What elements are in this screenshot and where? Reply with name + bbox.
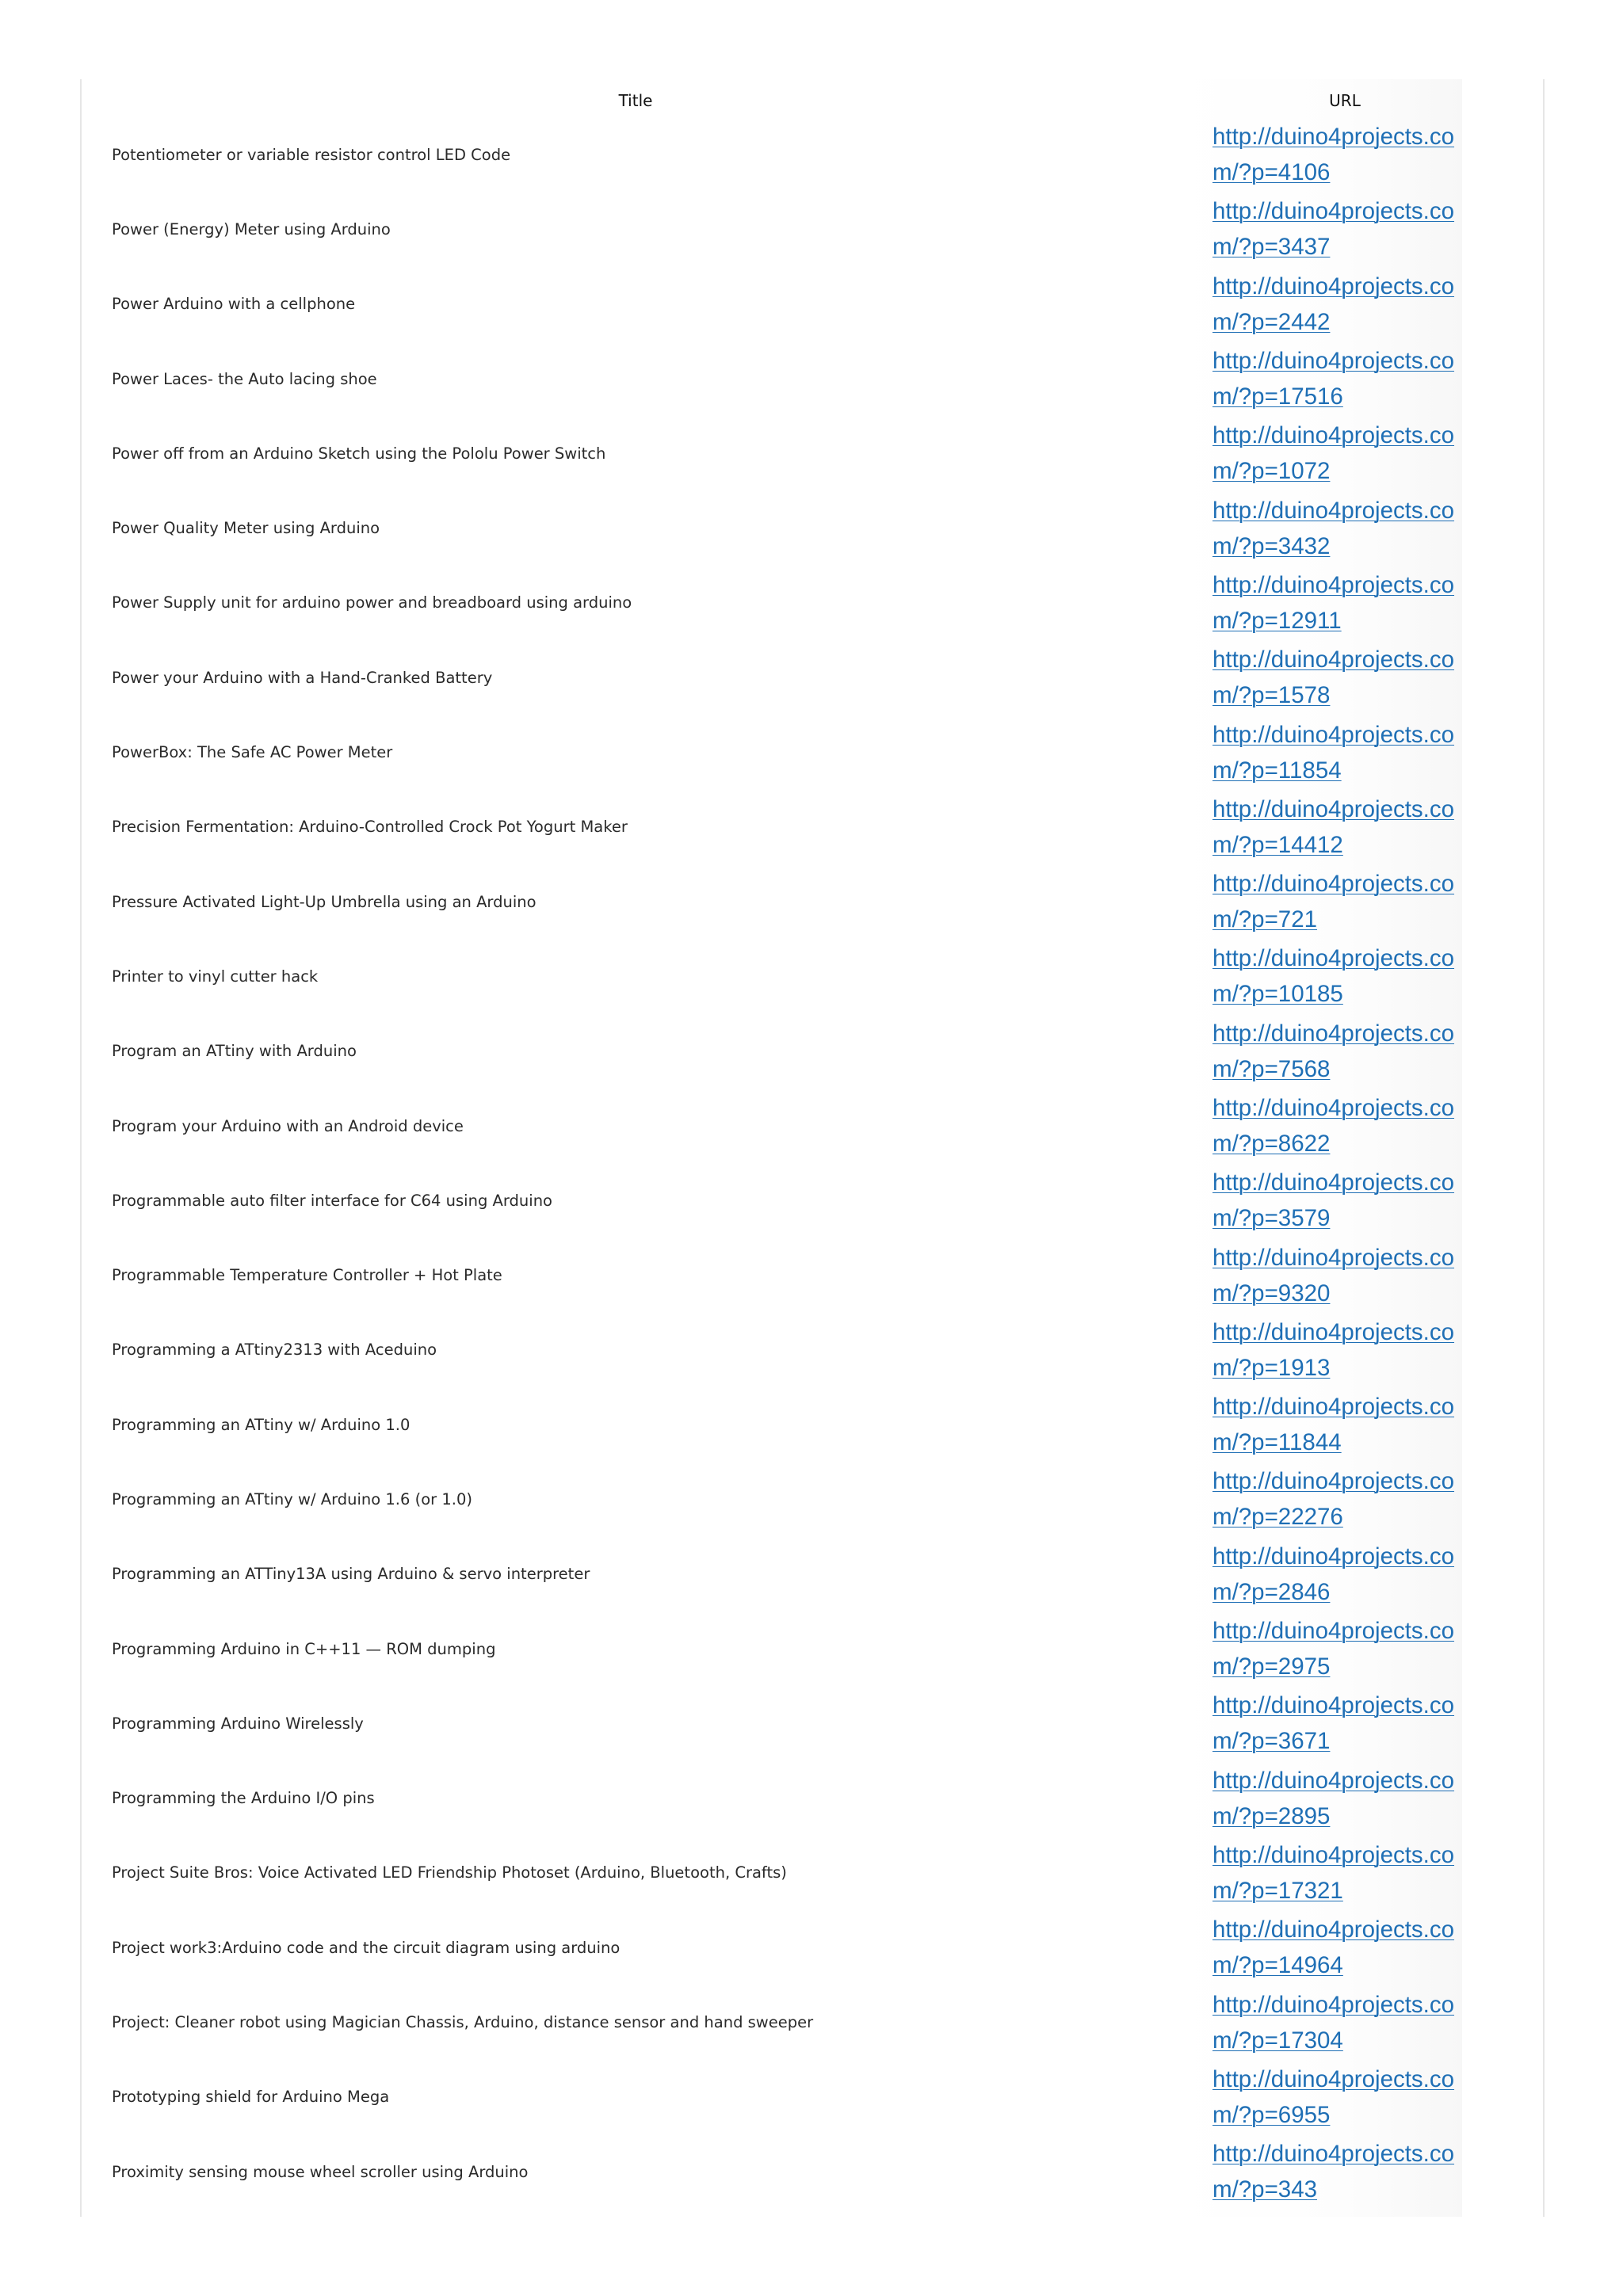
project-url-link[interactable]: http://duino4projects.com/?p=2895: [1212, 1767, 1455, 1829]
table-row: [82, 1089, 1545, 1163]
project-title: Power (Energy) Meter using Arduino: [112, 219, 391, 238]
table-row: [82, 790, 1545, 864]
project-url-cell: [1190, 1537, 1545, 1611]
project-title: Prototyping shield for Arduino Mega: [112, 2088, 390, 2107]
project-title: Precision Fermentation: Arduino-Controlled Crock Pot Yogurt Maker: [112, 818, 628, 837]
table-row: [82, 1686, 1545, 1760]
project-title: Power Laces- the Auto lacing shoe: [112, 369, 377, 388]
table-row: [82, 864, 1545, 939]
project-url-cell: [1190, 790, 1545, 864]
project-url-cell: [1190, 2134, 1545, 2209]
project-title: Pressure Activated Light-Up Umbrella using an Arduino: [112, 892, 537, 911]
project-title: Programming an ATtiny w/ Arduino 1.6 (or 1.0): [112, 1489, 472, 1508]
project-url-cell: [1190, 1163, 1545, 1238]
project-url-link[interactable]: http://duino4projects.com/?p=1913: [1212, 1318, 1455, 1381]
title-column-header: Title: [618, 91, 653, 110]
table-row: [82, 1611, 1545, 1686]
table-row: [82, 267, 1545, 341]
table-row: [82, 1910, 1545, 1985]
project-url-link[interactable]: http://duino4projects.com/?p=14964: [1212, 1917, 1455, 1979]
project-url-cell: [1190, 490, 1545, 565]
table-row: [82, 640, 1545, 715]
project-title: Programming an ATtiny w/ Arduino 1.0: [112, 1415, 411, 1434]
project-url-cell: [1190, 640, 1545, 715]
table-row: [82, 117, 1545, 192]
project-url-link[interactable]: http://duino4projects.com/?p=22276: [1212, 1468, 1455, 1531]
project-title: Printer to vinyl cutter hack: [112, 967, 319, 986]
project-url-cell: [1190, 267, 1545, 341]
project-title: Project Suite Bros: Voice Activated LED Friendship Photoset (Arduino, Bluetooth, Crafts): [112, 1863, 787, 1882]
project-title: PowerBox: The Safe AC Power Meter: [112, 743, 393, 762]
project-url-cell: [1190, 1313, 1545, 1387]
project-url-cell: [1190, 1014, 1545, 1089]
table-row: [82, 490, 1545, 565]
project-url-link[interactable]: http://duino4projects.com/?p=3437: [1212, 198, 1455, 261]
project-url-link[interactable]: http://duino4projects.com/?p=2442: [1212, 273, 1455, 335]
project-url-cell: [1190, 341, 1545, 416]
table-header-row: [82, 84, 1545, 117]
project-title: Power your Arduino with a Hand-Cranked Battery: [112, 668, 493, 687]
project-title: Programming an ATTiny13A using Arduino & servo interpreter: [112, 1565, 590, 1584]
project-url-link[interactable]: http://duino4projects.com/?p=11854: [1212, 721, 1455, 784]
project-url-link[interactable]: http://duino4projects.com/?p=1072: [1212, 422, 1455, 485]
project-url-link[interactable]: http://duino4projects.com/?p=12911: [1212, 571, 1455, 634]
project-url-link[interactable]: http://duino4projects.com/?p=10185: [1212, 945, 1455, 1008]
project-url-link[interactable]: http://duino4projects.com/?p=11844: [1212, 1394, 1455, 1456]
project-title: Program your Arduino with an Android device: [112, 1116, 464, 1135]
project-url-cell: [1190, 1462, 1545, 1536]
project-url-cell: [1190, 1387, 1545, 1462]
project-url-cell: [1190, 864, 1545, 939]
project-title: Proximity sensing mouse wheel scroller using Arduino: [112, 2162, 529, 2181]
project-url-link[interactable]: http://duino4projects.com/?p=6955: [1212, 2065, 1455, 2128]
project-url-cell: [1190, 939, 1545, 1013]
table-row: [82, 715, 1545, 789]
project-url-link[interactable]: http://duino4projects.com/?p=721: [1212, 871, 1455, 933]
project-url-link[interactable]: http://duino4projects.com/?p=3432: [1212, 497, 1455, 559]
project-title: Project: Cleaner robot using Magician Chassis, Arduino, distance sensor and hand sweeper: [112, 2013, 814, 2032]
project-url-cell: [1190, 1238, 1545, 1312]
table-row: [82, 341, 1545, 416]
project-url-cell: [1190, 566, 1545, 640]
project-url-link[interactable]: http://duino4projects.com/?p=343: [1212, 2141, 1455, 2203]
project-title: Programmable auto filter interface for C64 using Arduino: [112, 1191, 552, 1210]
table-row: [82, 1014, 1545, 1089]
project-url-link[interactable]: http://duino4projects.com/?p=8622: [1212, 1095, 1455, 1157]
project-url-link[interactable]: http://duino4projects.com/?p=3671: [1212, 1692, 1455, 1755]
project-url-cell: [1190, 1836, 1545, 1910]
project-links-table: [82, 84, 1545, 2209]
project-title: Power off from an Arduino Sketch using the Pololu Power Switch: [112, 444, 606, 463]
project-url-cell: [1190, 192, 1545, 266]
project-title: Power Quality Meter using Arduino: [112, 519, 380, 538]
project-url-link[interactable]: http://duino4projects.com/?p=17516: [1212, 348, 1455, 410]
table-row: [82, 416, 1545, 490]
table-row: [82, 1761, 1545, 1836]
project-title: Programming the Arduino I/O pins: [112, 1789, 375, 1808]
table-row: [82, 566, 1545, 640]
table-row: [82, 1387, 1545, 1462]
table-row: [82, 2060, 1545, 2134]
project-url-cell: [1190, 416, 1545, 490]
table-row: [82, 1462, 1545, 1536]
project-url-link[interactable]: http://duino4projects.com/?p=4106: [1212, 124, 1455, 186]
table-row: [82, 1537, 1545, 1611]
project-url-cell: [1190, 1089, 1545, 1163]
table-row: [82, 1238, 1545, 1312]
table-row: [82, 2134, 1545, 2209]
project-url-cell: [1190, 1761, 1545, 1836]
table-row: [82, 1985, 1545, 2059]
project-url-link[interactable]: http://duino4projects.com/?p=9320: [1212, 1244, 1455, 1306]
table-row: [82, 192, 1545, 266]
project-title: Programming Arduino Wirelessly: [112, 1714, 364, 1733]
project-title: Power Supply unit for arduino power and breadboard using arduino: [112, 593, 632, 612]
table-row: [82, 1836, 1545, 1910]
project-url-cell: [1190, 117, 1545, 192]
project-url-cell: [1190, 1985, 1545, 2059]
project-url-link[interactable]: http://duino4projects.com/?p=2975: [1212, 1618, 1455, 1680]
table-row: [82, 1313, 1545, 1387]
project-url-link[interactable]: http://duino4projects.com/?p=17321: [1212, 1841, 1455, 1904]
table-row: [82, 1163, 1545, 1238]
project-title: Project work3:Arduino code and the circuit diagram using arduino: [112, 1938, 621, 1957]
project-title: Potentiometer or variable resistor control LED Code: [112, 145, 511, 164]
project-url-link[interactable]: http://duino4projects.com/?p=17304: [1212, 1991, 1455, 2054]
project-url-link[interactable]: http://duino4projects.com/?p=2846: [1212, 1543, 1455, 1605]
table-row: [82, 939, 1545, 1013]
project-title: Program an ATtiny with Arduino: [112, 1042, 357, 1061]
project-title: Programmable Temperature Controller + Hot Plate: [112, 1266, 502, 1285]
project-title: Programming Arduino in C++11 — ROM dumping: [112, 1639, 496, 1658]
project-url-link[interactable]: http://duino4projects.com/?p=1578: [1212, 646, 1455, 709]
project-url-cell: [1190, 1611, 1545, 1686]
url-column-header: URL: [1329, 91, 1361, 110]
project-title: Power Arduino with a cellphone: [112, 295, 356, 314]
project-url-link[interactable]: http://duino4projects.com/?p=3579: [1212, 1169, 1455, 1232]
project-url-link[interactable]: http://duino4projects.com/?p=7568: [1212, 1020, 1455, 1082]
project-url-cell: [1190, 1910, 1545, 1985]
project-url-link[interactable]: http://duino4projects.com/?p=14412: [1212, 795, 1455, 858]
project-url-cell: [1190, 715, 1545, 789]
project-url-cell: [1190, 1686, 1545, 1760]
project-title: Programming a ATtiny2313 with Aceduino: [112, 1341, 437, 1360]
project-url-cell: [1190, 2060, 1545, 2134]
